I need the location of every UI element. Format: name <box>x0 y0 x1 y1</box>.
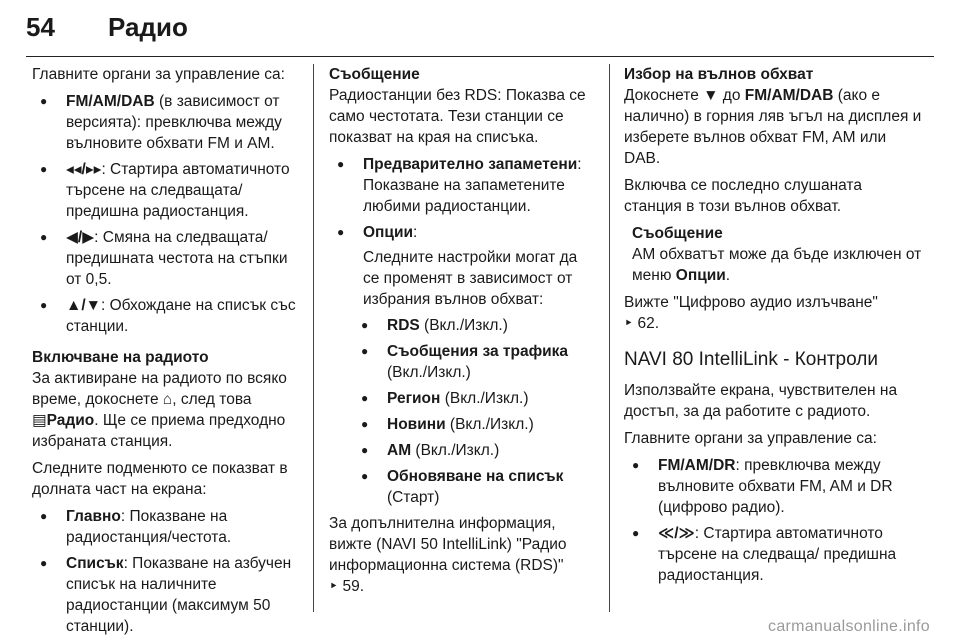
submenu-desc: : Показване на азбучен списък на наличните радиостанции (максимум 50 станции). <box>66 555 292 635</box>
menu-label: Предварително запаметени <box>363 156 578 173</box>
radio-icon: ▤ <box>32 412 47 429</box>
options-list <box>353 315 594 508</box>
control-label: ◀/▶ <box>66 229 95 246</box>
text-part: За допълнителна информация, вижте (NAVI 50 IntelliLink) "Радио информационна система (RDS)" <box>329 515 567 574</box>
control-desc: : Стартира автоматичното търсене на следваща/ предишна радиостанция. <box>658 525 897 584</box>
option-desc: (Вкл./Изкл.) <box>411 442 500 459</box>
options-label: Опции <box>675 267 726 284</box>
control-label: FM/AM/DAB <box>66 93 155 110</box>
menu-list <box>329 154 594 310</box>
menu-label: Опции <box>363 224 414 241</box>
control-label: ≪/≫ <box>658 525 695 542</box>
control-label: ◂◂/▸▸ <box>66 161 102 178</box>
radio-on-text <box>32 368 300 452</box>
option-label: Регион <box>387 390 441 407</box>
page-title: Радио <box>108 12 188 42</box>
controls-list <box>32 91 300 337</box>
page-ref-icon: ‣ <box>624 315 638 332</box>
submenu-label: Списък <box>66 555 124 572</box>
list-item <box>32 506 300 548</box>
page-number: 54 <box>26 12 55 42</box>
list-item <box>624 523 924 586</box>
list-item <box>32 295 300 337</box>
control-desc: : Смяна на следващата/ предишната честота на стъпки от 0,5. <box>66 229 288 288</box>
column-1 <box>32 64 300 642</box>
list-item <box>329 222 594 310</box>
control-label: FM/AM/DR <box>658 457 736 474</box>
text-part: Докоснете ▼ до <box>624 87 745 104</box>
band-text <box>624 85 924 169</box>
message-note <box>624 223 924 286</box>
message-text: Радиостанции без RDS: Показва се само честотата. Тези станции се показват на края на списъка. <box>329 87 586 146</box>
last-station-text: Включва се последно слушаната станция в този вълнов обхват. <box>624 177 862 215</box>
band-label: FM/AM/DAB <box>744 87 834 104</box>
text-part: AM обхватът може да бъде изключен от меню <box>632 246 922 284</box>
option-label: RDS <box>387 317 420 334</box>
section-heading-radio-on: Включване на радиото <box>32 349 209 366</box>
list-item <box>32 91 300 154</box>
list-item <box>353 388 594 409</box>
band-heading: Избор на вълнов обхват <box>624 66 814 83</box>
text-part: Вижте "Цифрово аудио излъчване" <box>624 294 878 311</box>
control-desc: : Стартира автоматичното търсене на следващата/предишна радиостанция. <box>66 161 290 220</box>
control-label: ▲/▼ <box>66 297 101 314</box>
list-item <box>353 414 594 435</box>
text-part: . <box>725 267 731 284</box>
option-label: Обновяване на списък <box>387 468 564 485</box>
option-label: AM <box>387 442 412 459</box>
submenu-list <box>32 506 300 637</box>
navi80-controls-list <box>624 455 924 586</box>
message-heading: Съобщение <box>632 225 723 242</box>
control-desc: (в зависимост от версията): превключва между вълновите обхвати FM и AM. <box>66 93 282 152</box>
control-desc: : превключва между вълновите обхвати FM, AM и DR (цифрово радио). <box>658 457 893 516</box>
see-text <box>624 292 924 334</box>
option-label: Новини <box>387 416 446 433</box>
submenu-desc: : Показване на радиостанция/честота. <box>66 508 232 546</box>
column-divider-2 <box>609 64 610 612</box>
text-part: . Ще се приема предходно избраната станция. <box>32 412 286 450</box>
navi80-heading: NAVI 80 IntelliLink - Контроли <box>624 349 878 370</box>
list-item <box>353 466 594 508</box>
submenu-intro: Следните подменюто се показват в долната част на екрана: <box>32 460 288 498</box>
option-desc: (Старт) <box>387 489 440 506</box>
page-ref: 59. <box>342 578 365 595</box>
list-item <box>32 553 300 637</box>
list-item <box>624 455 924 518</box>
option-desc: (Вкл./Изкл.) <box>419 317 508 334</box>
control-desc: : Обхождане на списък със станции. <box>66 297 296 335</box>
submenu-label: Главно <box>66 508 121 525</box>
list-item <box>353 440 594 461</box>
list-item <box>353 315 594 336</box>
list-item <box>329 154 594 217</box>
list-item <box>32 227 300 290</box>
column-2 <box>329 64 594 603</box>
radio-label: Радио <box>46 412 95 429</box>
column-divider-1 <box>313 64 314 612</box>
option-desc: (Вкл./Изкл.) <box>440 390 529 407</box>
navi80-text: Използвайте екрана, чувствителен на достъп, за да работите с радиото. <box>624 382 898 420</box>
message-text <box>632 244 924 286</box>
text-part: , след това <box>172 391 252 408</box>
home-icon: ⌂ <box>162 391 173 408</box>
message-heading: Съобщение <box>329 66 420 83</box>
page-ref-icon: ‣ <box>329 578 343 595</box>
page-header <box>0 0 960 58</box>
option-desc: (Вкл./Изкл.) <box>387 364 471 381</box>
text-part: (ако е налично) в горния ляв ъгъл на дисплея и изберете вълнов обхват FM, AM или DAB. <box>624 87 922 167</box>
controls-intro: Главните органи за управление са: <box>624 430 877 447</box>
option-desc: (Вкл./Изкл.) <box>445 416 534 433</box>
option-label: Съобщения за трафика <box>387 343 569 360</box>
menu-desc: : <box>413 224 418 241</box>
text-part: За активиране на радиото по всяко време, докоснете <box>32 370 287 408</box>
watermark: carmanualsonline.info <box>768 618 930 635</box>
header-rule <box>26 56 934 57</box>
controls-intro: Главните органи за управление са: <box>32 66 285 83</box>
more-info-text <box>329 513 594 597</box>
options-text: Следните настройки могат да се променят в зависимост от избрания вълнов обхват: <box>363 249 578 308</box>
list-item <box>353 341 594 383</box>
list-item <box>32 159 300 222</box>
menu-desc: : Показване на запаметените любими радиостанции. <box>363 156 582 215</box>
column-3 <box>624 64 924 591</box>
page-ref: 62. <box>637 315 660 332</box>
